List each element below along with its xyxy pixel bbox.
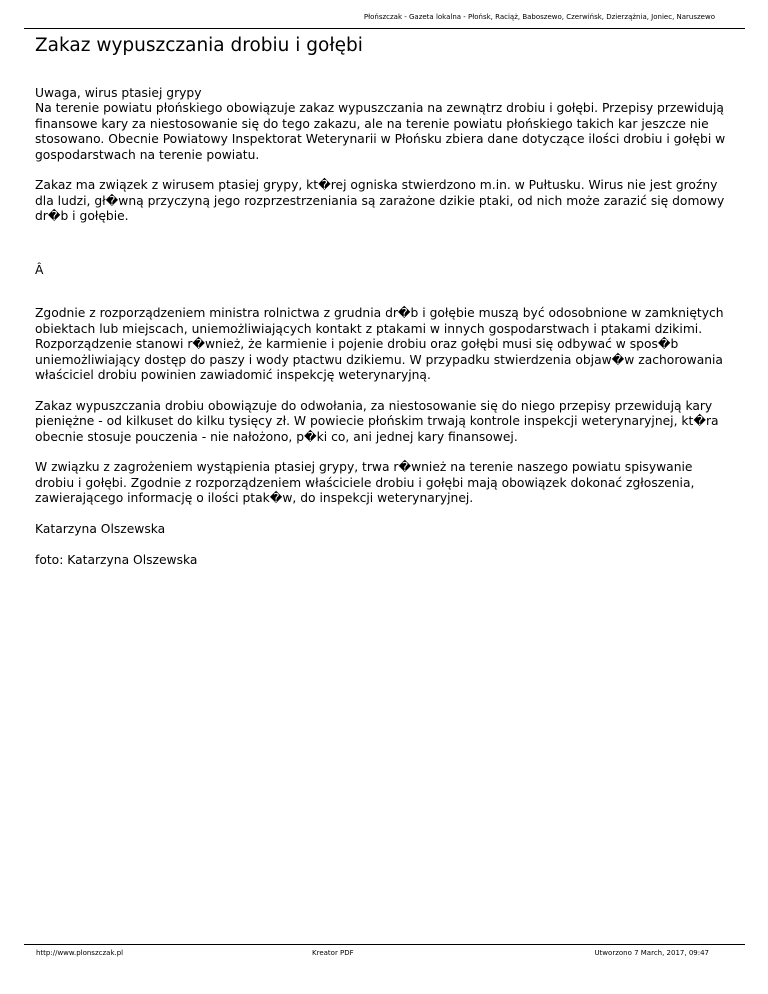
footer-generator: Kreator PDF: [312, 949, 354, 957]
author-name: Katarzyna Olszewska: [35, 522, 166, 537]
article-title: Zakaz wypuszczania drobiu i gołębi: [35, 35, 363, 56]
spacer: [35, 240, 735, 263]
site-header-line: Płońszczak - Gazeta lokalna - Płońsk, Raciąż, Baboszewo, Czerwińsk, Dzierzążnia, Joniec, Naruszewo: [363, 13, 715, 21]
paragraph-1: Na terenie powiatu płońskiego obowiązuje zakaz wypuszczania na zewnątrz drobiu i gołębi. Przepisy przewidują finansowe kary za niestosowanie się do tego zakazu, ale na terenie powiatu płońskiego takich kar jeszcze nie stosowano. Obecnie Powiatowy Inspektorat Weterynarii w Płońsku zbiera dane dotyczące ilości drobiu i gołębi w gospodarstwach na terenie powiatu.: [35, 101, 726, 162]
spacer: [35, 278, 735, 306]
stray-glyph: Â: [35, 263, 44, 278]
footer-created-date: Utworzono 7 March, 2017, 09:47: [594, 949, 709, 957]
paragraph-3: Zgodnie z rozporządzeniem ministra rolnictwa z grudnia dr�b i gołębie muszą być odosobnione w zamkniętych obiektach lub miejscach, uniemożliwiających kontakt z ptakami w innych gospodarstwach i ptakami dzikimi. Rozporządzenie stanowi r�wnież, że karmienie i pojenie drobiu oraz gołębi musi się odbywać w spos�b uniemożliwiający dostęp do paszy i wody ptactwu dzikiemu. W przypadku stwierdzenia objaw�w zachorowania właściciel drobiu powinien zawiadomić inspekcję weterynaryjną.: [35, 306, 724, 383]
paragraph-5: W związku z zagrożeniem wystąpienia ptasiej grypy, trwa r�wnież na terenie naszego powiatu spisywanie drobiu i gołębi. Zgodnie z rozporządzeniem właściciele drobiu i gołębi mają obowiązek dokonać zgłoszenia, zawierającego informację o ilości ptak�w, do inspekcji weterynaryjnej.: [35, 460, 695, 506]
footer-url: http://www.plonszczak.pl: [36, 949, 124, 957]
page-header: [24, 9, 745, 29]
paragraph-2: Zakaz ma związek z wirusem ptasiej grypy, kt�rej ogniska stwierdzono m.in. w Pułtusku. Wirus nie jest groźny dla ludzi, gł�wną przyczyną jego rozprzestrzeniania są zarażone dzikie ptaki, od nich może zarazić się domowy dr�b i gołębie.: [35, 178, 725, 224]
article-subtitle: Uwaga, wirus ptasiej grypy: [35, 86, 202, 100]
page-footer: [24, 944, 745, 965]
paragraph-4: Zakaz wypuszczania drobiu obowiązuje do odwołania, za niestosowanie się do niego przepisy przewidują kary pieniężne - od kilkuset do kilku tysięcy zł. W powiecie płońskim trwają kontrole inspekcji weterynaryjnej, kt�ra obecnie stosuje pouczenia - nie nałożono, p�ki co, ani jednej kary finansowej.: [35, 398, 719, 444]
article-body: [35, 86, 735, 584]
photo-credit: foto: Katarzyna Olszewska: [35, 552, 198, 567]
